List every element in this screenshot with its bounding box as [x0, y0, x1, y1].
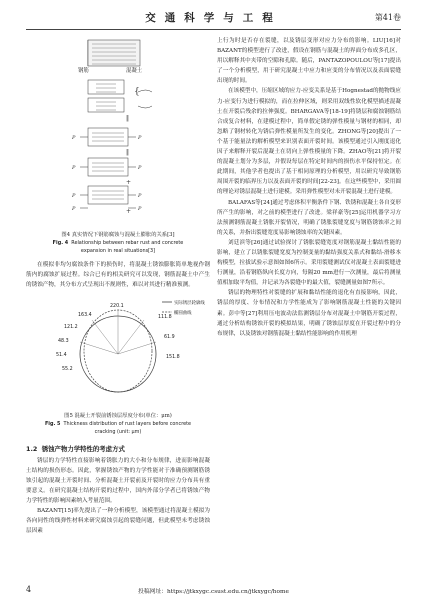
load-label: P	[138, 193, 142, 199]
load-label: P	[138, 206, 142, 212]
journal-title: 交通科学与工程	[145, 12, 282, 24]
page-header	[26, 8, 401, 30]
figure-4-caption-en-line1: Relationship between rebar rust and concrete	[71, 240, 184, 247]
tick-label: 48.3	[58, 338, 69, 344]
left-column	[26, 36, 210, 536]
paragraph-left-1: 在模拟非均匀腐蚀条件下的损伤时，将混凝土锈蚀膨胀简单地视作钢筋内的腐蚀扩展过程。综合已有的相关研究可以发现，钢筋混凝土中产生的锈蚀产物，其分布方式呈现出不规则性，难以对其进行精准预测。	[26, 261, 210, 288]
figure-4-caption-cn: 图4 真实情况下钢筋腐蚀与混凝土膨胀的关系[3]	[61, 232, 175, 238]
svg-text:‖: ‖	[126, 115, 129, 122]
tick-label: 111.8	[158, 314, 172, 320]
figure-5	[26, 294, 210, 412]
load-label: P	[72, 165, 76, 171]
paragraph-right-5: 锈层的物理特性对裂缝的扩展和黏结性能的退化有直接影响，因此，锈层的厚度、分布情况和力学性能成为了影响钢筋混凝土性能的关键因素。彭中等[27]利用压电波动法监测锈层分布对混凝土中钢筋开裂过程，通过分析结构锈蚀开裂的模拟结果，明确了锈蚀层厚度在开裂过程中的分布规律，以及锈蚀对钢筋混凝土黏结性能影响的作用机理	[217, 290, 401, 337]
stage-panels	[88, 80, 152, 215]
label-concrete: 混凝土	[126, 68, 143, 74]
page-number: 4	[26, 585, 32, 594]
tick-label: 220.1	[110, 303, 124, 309]
paragraph-left-3: BAZANT[15]率先提出了一种分析模型，该模型通过将混凝土模拟为各向同性的线弹性材料来研究腐蚀引起的裂缝问题，但此模型未考虑锈蚀层因素	[26, 507, 210, 535]
tick-label: 61.9	[164, 334, 175, 340]
figure-5-diagram	[26, 294, 210, 412]
figure-5-caption-en	[26, 420, 210, 428]
right-column	[217, 36, 401, 339]
figure-4-caption-en	[26, 239, 210, 247]
tick-label: 51.4	[56, 352, 67, 358]
tick-label: 121.2	[64, 324, 78, 330]
tick-label: 55.2	[62, 366, 73, 372]
tick-label: 151.8	[166, 354, 180, 360]
figure-5-caption-cn: 图5 混凝土开裂前锈蚀层厚度分布(单位：μm)	[64, 412, 172, 419]
load-arrows	[71, 135, 142, 212]
figure-5-caption-en-line1: Thickness distribution of rust layers before concrete	[63, 421, 192, 428]
tick-label: 163.4	[78, 312, 92, 318]
label-rebar: 钢筋	[78, 68, 89, 74]
load-label: P	[138, 135, 142, 141]
svg-text:‖: ‖	[126, 149, 129, 156]
figure-4	[26, 36, 210, 231]
svg-text:+: +	[126, 208, 132, 215]
figure-5-prefix: Fig. 5	[44, 421, 61, 428]
figure-4-diagram	[26, 36, 210, 231]
paragraph-right-3: BALAFAS等[24]通过考虑体积平衡条件下钢、铁锈和混凝土各自变形所产生的影响，对之前的模型进行了改进。梁祥豪等[25]运用机器学习方法预测钢筋混凝土锈胀开裂情况，明确了锈胀裂缝宽度与钢筋锈蚀率之间的关系，并指出裂缝宽度易影响锈蚀率的关键因素。	[217, 199, 401, 236]
section-heading	[26, 444, 210, 453]
figure-4-prefix: Fig. 4	[52, 240, 69, 247]
submission-url: 投稿网址：https://jtkxygc.csust.edu.cn/jtkxygc/home	[138, 589, 289, 595]
paragraph-right-1: 上行为时是否存在裂缝，以及锈层变形对应力分布的影响。LIU[16]对BAZANT的模型进行了改进，假设在钢筋与混凝土的界面分布成多孔区，用以解释其中夹带的空隙和孔隙。随后，PANTAZOPOULOU等[17]提出了一个分析模型，用于研究混凝土中应力和应变的分布情况以及表面裂缝出现的时间。	[217, 38, 401, 85]
paragraph-right-2: 在该模型中，压缩区域的应力-应变关系是基于Hognestad的抛物线应力-应变行为进行模拟的，而在拉伸区域，则采用双线性软化模型描述混凝土在开裂后残余的拉伸强度。BHARGAVA等[18-19]将锈层和腐蚀钢筋结合成复合材料，在建模过程中，简单假定锈的弹性模量与钢材的相同，却忽略了钢材转化为锈后弹性模量所发生的变化。ZHONG等[20]提出了一个基于能量法的解析模型来识别表面开裂时间。该模型通过引入刚度退化因子来解释开裂后混凝土在切向上弹性模量的下降。ZHAO等[21]将开裂的混凝土划分为多层，并假设每层在特定时间内的损伤水平保持恒定。在此期间，其他学者也提出了基于相同原理的分析模型，用以研究导致钢筋周围开裂的临界压力以及表面开裂的时间[22-23]。在这些模型中，采用圆的理论对锈层混凝土进行建模。采用弹性模型对未开裂混凝土进行建模。	[217, 88, 401, 196]
page-footer	[26, 585, 401, 597]
figure-5-caption-en-line2: cracking (unit: μm)	[94, 429, 142, 436]
load-label: P	[72, 193, 76, 199]
figure-5-legend	[162, 299, 205, 316]
paragraph-left-2: 锈层的力学特性直接影响着锈胀力的大小和分布规律，进而影响混凝土结构的损伤形态。因此，掌握锈蚀产物的力学性能对于准确预测钢筋锈蚀引起的混凝土开裂时间、分析混凝土开裂前及开裂时的应力分布具有重要意义。在研究混凝土结构开裂的过程中，国内外部分学者已将锈蚀产物力学特性的影响因素纳入考量范围。	[26, 457, 210, 504]
load-label: P	[138, 165, 142, 171]
section-title: 锈蚀产物力学特性的考虑方式	[41, 444, 125, 453]
paragraph-right-4: 刘廷滨等[26]通过试验探讨了锈胀裂缝宽度对钢筋混凝土黏结性能的影响，建立了以锈胀裂缝宽度为控制变量的黏结强度关系式和黏结-滑移本构模型，拉拔试验示意图如图6所示。采用裂缝测试仪对混凝土表面裂缝进行测量，沿着钢筋纵向长度方向，每隔20 mm进行一次测量，最后将测量值相加取平均值，并记录为各裂缝中的最大值，裂缝测量如图7所示。	[217, 239, 401, 287]
volume-label: 第41卷	[374, 13, 401, 22]
interface-panel	[78, 40, 143, 74]
load-label: P	[72, 206, 76, 212]
legend-actual: 实际锈层轮廓线	[174, 300, 205, 306]
figure-4-caption-en-line2: expansion in real situations[3]	[80, 248, 156, 255]
section-number: 1.2	[26, 444, 38, 453]
svg-text:{: {	[134, 87, 140, 97]
legend-ellipse: 椭圆曲线	[174, 310, 192, 316]
load-label: P	[72, 135, 76, 141]
svg-text:+: +	[126, 179, 132, 186]
